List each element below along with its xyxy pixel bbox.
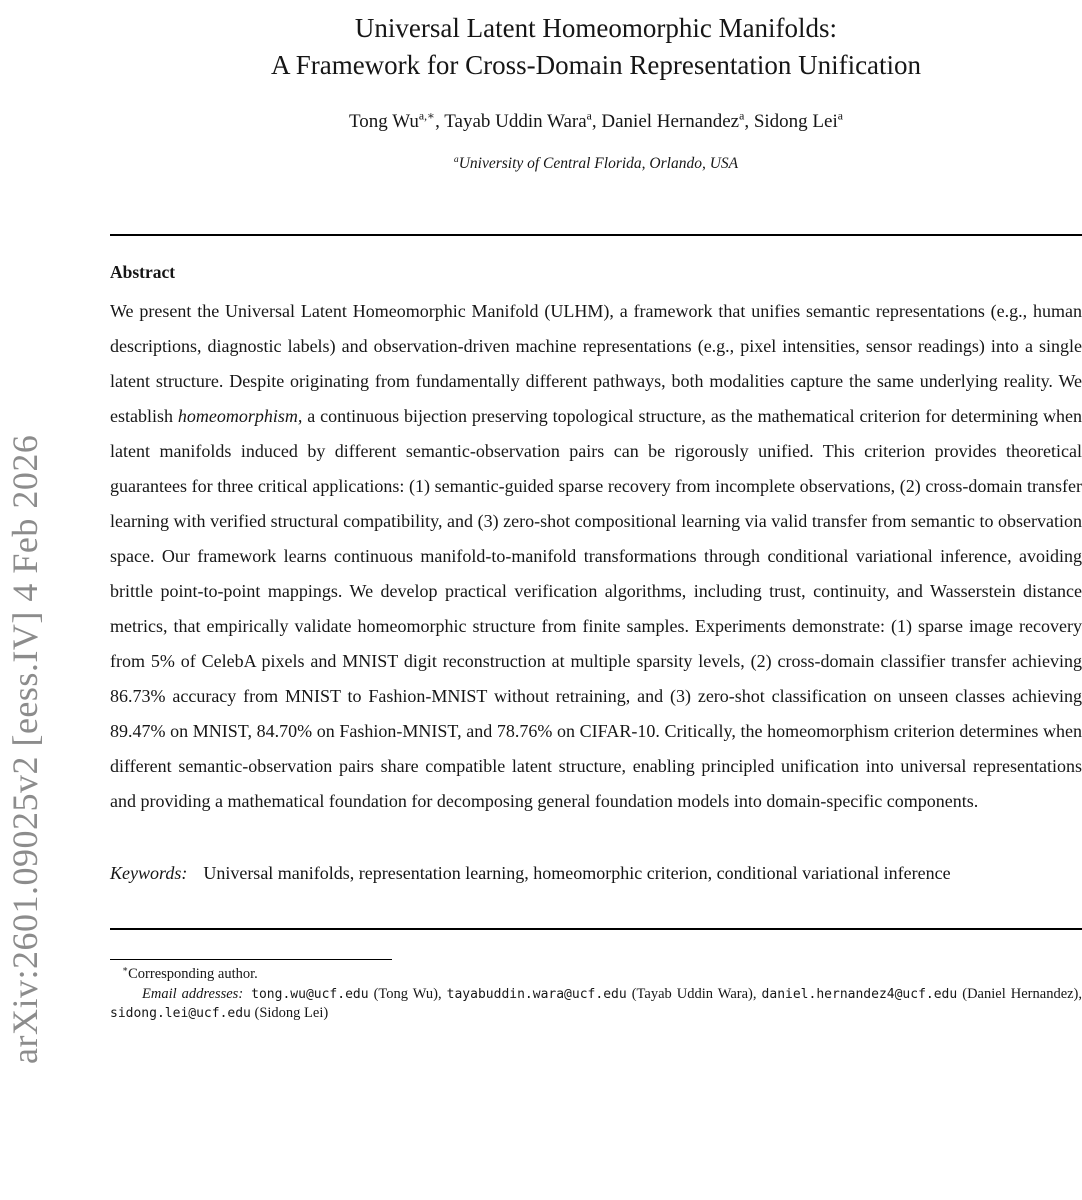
email-address: daniel.hernandez4@ucf.edu [761,986,958,1002]
email-separator: , [752,985,762,1002]
author-separator: , [744,111,754,132]
author-separator: , [591,111,602,132]
keywords-text: Universal manifolds, representation learning, homeomorphic criterion, conditional variational inference [203,863,951,883]
abstract-segment-2: a continuous bijection preserving topological structure, as the mathematical criterion for determining when latent manifolds induced by different semantic-observation pairs can be rigorously unified. This criterion provides theoretical guarantees for three critical applications: (1) semantic-guided sparse recovery from incomplete observations, (2) cross-domain transfer learning with verified structural compatibility, and (3) zero-shot compositional learning via valid transfer from semantic to observation space. Our framework learns continuous manifold-to-manifold transformations through conditional variational inference, avoiding brittle point-to-point mappings. We develop practical verification algorithms, including trust, continuity, and Wasserstein distance metrics, that empirically validate homeomorphic structure from finite samples. Experiments demonstrate: (1) sparse image recovery from 5% of CelebA pixels and MNIST digit reconstruction at multiple sparsity levels, (2) cross-domain classifier transfer achieving 86.73% accuracy from MNIST to Fashion-MNIST without retraining, and (3) zero-shot classification on unseen classes achieving 89.47% on MNIST, 84.70% on Fashion-MNIST, and 78.76% on CIFAR-10. Critically, the homeomorphism criterion determines when different semantic-observation pairs share compatible latent structure, enabling principled unification into universal representations and providing a mathematical foundation for decomposing general foundation models into domain-specific components. [110,406,1082,811]
abstract-section [110,262,1082,892]
author-2-name: Tayab Uddin Wara [444,111,587,132]
abstract-heading: Abstract [110,262,176,282]
author-2-affmark: a [586,109,592,123]
affiliation-mark: a [453,153,459,165]
paper-first-page [110,0,1082,1024]
email-separator: , [1078,985,1082,1002]
title-line-1: Universal Latent Homeomorphic Manifolds: [354,13,838,43]
author-4 [754,111,843,132]
top-rule [110,234,1082,236]
keywords-label: Keywords: [110,863,188,883]
email-separator: , [437,985,447,1002]
author-4-affmark: a [837,109,843,123]
author-1-name: Tong Wu [349,111,419,132]
author-1-affmark: a,∗ [418,109,436,123]
email-address: tong.wu@ucf.edu [251,986,369,1002]
author-separator: , [435,111,445,132]
author-4-name: Sidong Lei [753,111,838,132]
author-2 [444,111,601,132]
email-address: tayabuddin.wara@ucf.edu [446,986,627,1002]
corresponding-text: Corresponding author. [128,966,258,982]
abstract-text [110,294,1082,819]
email-entry-4 [110,1005,328,1021]
email-entry-1 [251,986,447,1002]
author-3-name: Daniel Hernandez [601,111,740,132]
email-owner: (Tong Wu) [368,985,438,1002]
email-address: sidong.lei@ucf.edu [110,1006,251,1021]
arxiv-watermark: arXiv:2601.09025v2 [eess.IV] 4 Feb 2026 [5,434,45,1064]
email-owner: (Daniel Hernandez) [957,985,1079,1002]
authors-line [110,110,1082,134]
corresponding-marker: ∗ [122,964,129,975]
bottom-rule [110,928,1082,930]
footnotes [110,959,1082,1024]
author-1 [349,111,444,132]
author-3-affmark: a [739,109,745,123]
email-owner: (Tayab Uddin Wara) [626,985,753,1002]
keywords-line [110,855,1082,892]
email-addresses-note [110,985,1082,1024]
email-addresses-label: Email addresses: [142,985,244,1002]
affiliation [110,155,1082,173]
corresponding-author-note [110,965,1082,985]
email-entry-3 [762,986,1082,1002]
email-owner: (Sidong Lei) [250,1005,329,1021]
affiliation-text: University of Central Florida, Orlando, USA [458,155,739,172]
abstract-italic-term: homeomorphism, [177,406,303,426]
title-line-2: A Framework for Cross-Domain Representation Unification [270,50,922,80]
author-3 [601,111,753,132]
email-entry-2 [447,986,762,1002]
footnote-rule [110,959,392,960]
paper-title [110,10,1082,84]
abstract-segment-1: We present the Universal Latent Homeomorphic Manifold (ULHM), a framework that unifies semantic representations (e.g., human descriptions, diagnostic labels) and observation-driven machine representations (e.g., pixel intensities, sensor readings) into a single latent structure. Despite originating from fundamentally different pathways, both modalities capture the same underlying reality. We establish [110,301,1082,426]
